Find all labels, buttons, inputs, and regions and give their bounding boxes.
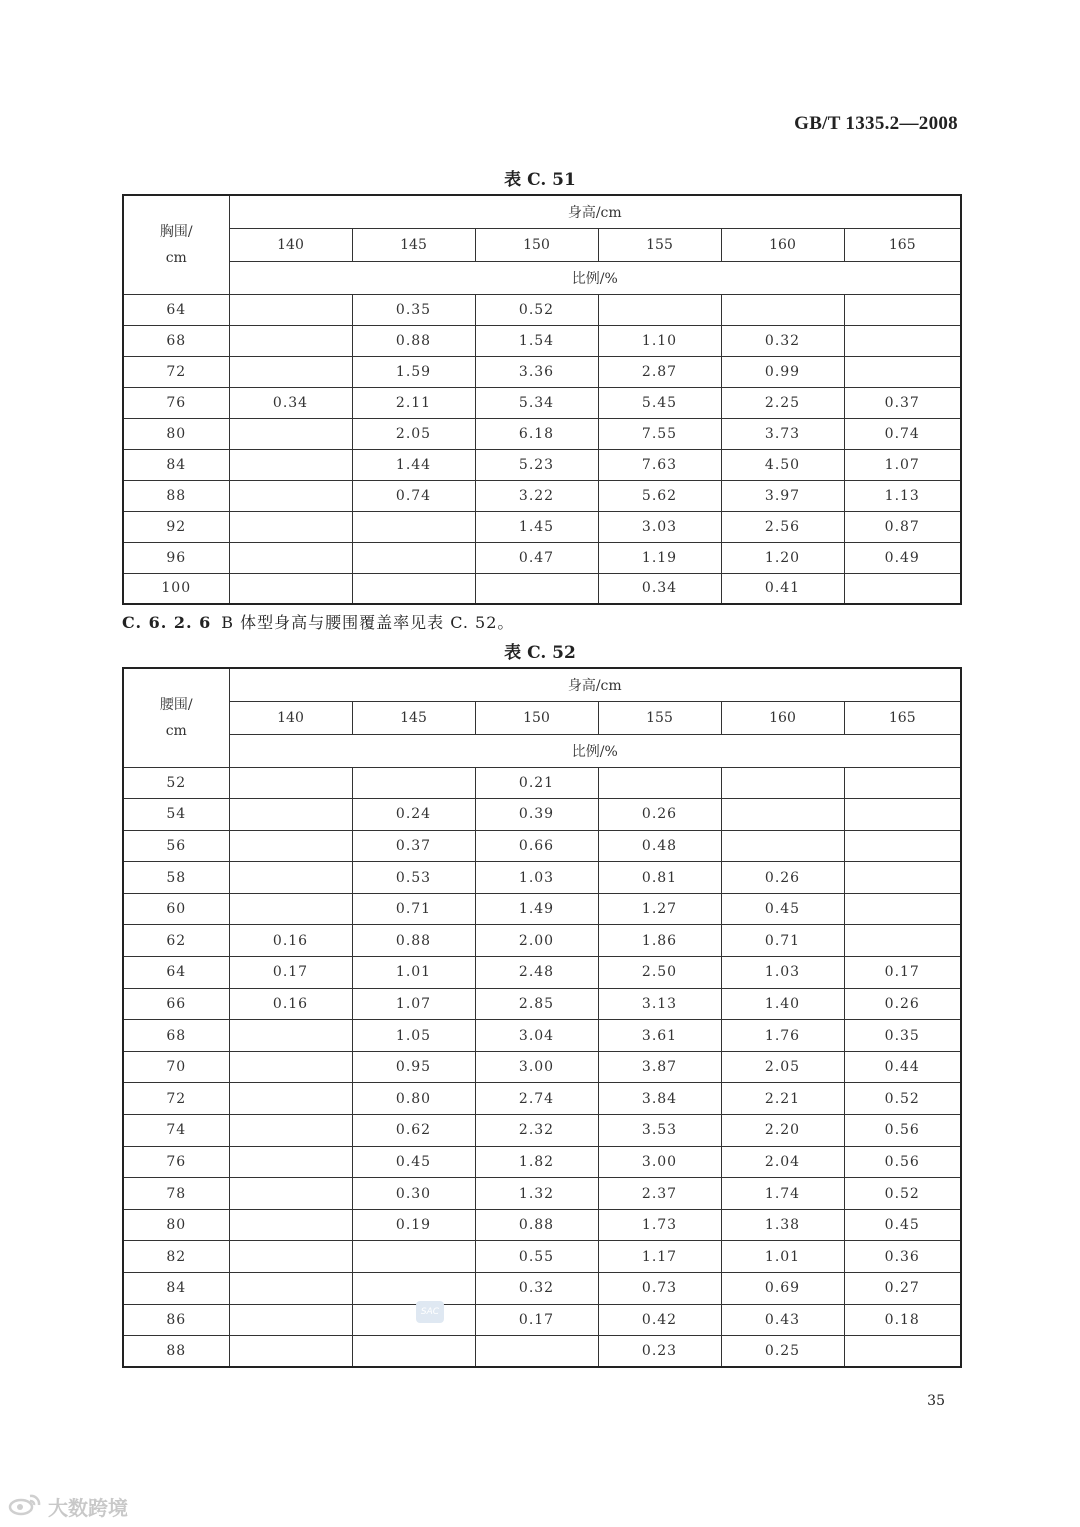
value-cell: 7.55	[598, 418, 721, 449]
value-cell	[721, 294, 844, 325]
row-header-cell: 80	[123, 1209, 229, 1241]
table-row	[123, 767, 961, 799]
value-cell: 2.87	[598, 356, 721, 387]
chest-header-label: 胸围/	[159, 223, 193, 240]
value-cell	[721, 830, 844, 862]
row-header-cell: 84	[123, 1273, 229, 1305]
value-cell: 0.52	[475, 294, 598, 325]
table-row	[123, 1146, 961, 1178]
table-row	[123, 1051, 961, 1083]
table-row	[123, 294, 961, 325]
table-c52-caption: 表 C. 52	[504, 643, 576, 663]
value-cell: 2.74	[475, 1083, 598, 1115]
value-cell: 0.34	[598, 573, 721, 604]
value-cell: 2.32	[475, 1115, 598, 1147]
value-cell: 2.25	[721, 387, 844, 418]
value-cell: 0.16	[229, 988, 352, 1020]
row-header-cell: 92	[123, 511, 229, 542]
ratio-header: 比例/%	[229, 734, 961, 767]
value-cell: 1.76	[721, 1020, 844, 1052]
table-c51	[122, 194, 962, 605]
clause-c6-2-6	[122, 610, 514, 633]
value-cell	[229, 1241, 352, 1273]
sac-stamp-logo: SAC	[416, 1301, 444, 1323]
value-cell: 2.21	[721, 1083, 844, 1115]
value-cell	[229, 1336, 352, 1368]
value-cell: 0.81	[598, 862, 721, 894]
value-cell: 0.39	[475, 799, 598, 831]
value-cell: 4.50	[721, 449, 844, 480]
table-row	[123, 480, 961, 511]
value-cell: 1.27	[598, 893, 721, 925]
value-cell: 0.26	[598, 799, 721, 831]
value-cell: 1.07	[352, 988, 475, 1020]
value-cell: 7.63	[598, 449, 721, 480]
value-cell	[844, 893, 961, 925]
row-header-cell: 72	[123, 1083, 229, 1115]
value-cell: 0.48	[598, 830, 721, 862]
value-cell: 0.69	[721, 1273, 844, 1305]
value-cell	[229, 294, 352, 325]
row-header-cell: 70	[123, 1051, 229, 1083]
value-cell: 0.19	[352, 1209, 475, 1241]
value-cell: 1.32	[475, 1178, 598, 1210]
value-cell: 0.71	[352, 893, 475, 925]
value-cell: 0.17	[475, 1304, 598, 1336]
row-header-cell: 68	[123, 1020, 229, 1052]
row-header-cell: 58	[123, 862, 229, 894]
value-cell: 0.52	[844, 1178, 961, 1210]
value-cell: 1.49	[475, 893, 598, 925]
table-row	[123, 1020, 961, 1052]
table-row	[123, 1336, 961, 1368]
value-cell: 0.55	[475, 1241, 598, 1273]
value-cell: 1.03	[721, 957, 844, 989]
value-cell: 0.36	[844, 1241, 961, 1273]
waist-header-label: 腰围/	[159, 696, 193, 713]
row-header-cell: 100	[123, 573, 229, 604]
clause-text: B 体型身高与腰围覆盖率见表 C. 52。	[221, 613, 515, 632]
value-cell: 3.03	[598, 511, 721, 542]
value-cell	[229, 356, 352, 387]
clause-number: C. 6. 2. 6	[122, 613, 212, 632]
value-cell: 0.32	[475, 1273, 598, 1305]
row-header-cell: 64	[123, 294, 229, 325]
value-cell	[352, 511, 475, 542]
value-cell: 2.04	[721, 1146, 844, 1178]
value-cell: 2.85	[475, 988, 598, 1020]
value-cell: 0.35	[844, 1020, 961, 1052]
value-cell: 0.80	[352, 1083, 475, 1115]
row-header-cell: 66	[123, 988, 229, 1020]
value-cell	[229, 325, 352, 356]
value-cell: 3.61	[598, 1020, 721, 1052]
value-cell	[229, 862, 352, 894]
value-cell	[229, 767, 352, 799]
value-cell: 0.53	[352, 862, 475, 894]
value-cell: 0.62	[352, 1115, 475, 1147]
height-col-header: 150	[475, 228, 598, 261]
value-cell: 0.88	[352, 325, 475, 356]
waist-header-cell	[123, 668, 229, 767]
ratio-header: 比例/%	[229, 261, 961, 294]
height-col-header: 145	[352, 701, 475, 734]
value-cell	[844, 830, 961, 862]
value-cell: 2.00	[475, 925, 598, 957]
row-header-cell: 76	[123, 387, 229, 418]
value-cell: 1.54	[475, 325, 598, 356]
value-cell: 2.20	[721, 1115, 844, 1147]
value-cell	[844, 925, 961, 957]
value-cell: 1.45	[475, 511, 598, 542]
value-cell: 1.17	[598, 1241, 721, 1273]
value-cell: 1.59	[352, 356, 475, 387]
value-cell: 1.01	[352, 957, 475, 989]
value-cell	[229, 1146, 352, 1178]
value-cell	[721, 767, 844, 799]
value-cell: 0.49	[844, 542, 961, 573]
value-cell: 3.13	[598, 988, 721, 1020]
value-cell: 0.42	[598, 1304, 721, 1336]
value-cell	[844, 1336, 961, 1368]
row-header-cell: 74	[123, 1115, 229, 1147]
value-cell: 0.26	[844, 988, 961, 1020]
waist-header-unit: cm	[165, 722, 187, 739]
table-row	[123, 1083, 961, 1115]
watermark	[8, 1492, 128, 1521]
value-cell	[844, 325, 961, 356]
value-cell	[229, 511, 352, 542]
chest-header-cell	[123, 195, 229, 294]
value-cell: 1.74	[721, 1178, 844, 1210]
value-cell: 0.23	[598, 1336, 721, 1368]
row-header-cell: 64	[123, 957, 229, 989]
height-col-header: 160	[721, 701, 844, 734]
value-cell: 1.40	[721, 988, 844, 1020]
value-cell: 1.01	[721, 1241, 844, 1273]
value-cell: 2.05	[352, 418, 475, 449]
value-cell: 1.07	[844, 449, 961, 480]
value-cell	[352, 1304, 475, 1336]
value-cell	[721, 799, 844, 831]
value-cell: 0.44	[844, 1051, 961, 1083]
value-cell: 0.43	[721, 1304, 844, 1336]
table-row	[123, 1209, 961, 1241]
value-cell: 3.00	[598, 1146, 721, 1178]
value-cell: 0.88	[475, 1209, 598, 1241]
value-cell: 2.56	[721, 511, 844, 542]
value-cell	[844, 573, 961, 604]
table-row	[123, 356, 961, 387]
value-cell	[844, 356, 961, 387]
value-cell: 2.37	[598, 1178, 721, 1210]
value-cell: 0.71	[721, 925, 844, 957]
value-cell: 0.26	[721, 862, 844, 894]
value-cell: 2.11	[352, 387, 475, 418]
value-cell: 5.62	[598, 480, 721, 511]
value-cell: 3.87	[598, 1051, 721, 1083]
value-cell	[229, 1115, 352, 1147]
table-row	[123, 1241, 961, 1273]
value-cell: 3.36	[475, 356, 598, 387]
value-cell	[844, 294, 961, 325]
value-cell	[598, 767, 721, 799]
row-header-cell: 84	[123, 449, 229, 480]
value-cell	[229, 1304, 352, 1336]
value-cell: 3.97	[721, 480, 844, 511]
value-cell	[229, 542, 352, 573]
value-cell: 1.73	[598, 1209, 721, 1241]
table-row	[123, 542, 961, 573]
value-cell: 3.04	[475, 1020, 598, 1052]
value-cell: 0.24	[352, 799, 475, 831]
value-cell: 0.21	[475, 767, 598, 799]
value-cell: 2.05	[721, 1051, 844, 1083]
value-cell	[475, 1336, 598, 1368]
row-header-cell: 86	[123, 1304, 229, 1336]
height-col-header: 140	[229, 228, 352, 261]
value-cell	[229, 1273, 352, 1305]
value-cell	[229, 449, 352, 480]
value-cell: 0.25	[721, 1336, 844, 1368]
value-cell	[229, 799, 352, 831]
table-row	[123, 418, 961, 449]
value-cell: 0.18	[844, 1304, 961, 1336]
value-cell	[229, 418, 352, 449]
value-cell	[475, 573, 598, 604]
value-cell	[229, 480, 352, 511]
value-cell: 1.10	[598, 325, 721, 356]
value-cell: 1.19	[598, 542, 721, 573]
table-row	[123, 1304, 961, 1336]
row-header-cell: 72	[123, 356, 229, 387]
value-cell: 1.82	[475, 1146, 598, 1178]
value-cell	[229, 830, 352, 862]
height-col-header: 140	[229, 701, 352, 734]
value-cell: 0.32	[721, 325, 844, 356]
standard-number: GB/T 1335.2—2008	[794, 113, 958, 134]
row-header-cell: 80	[123, 418, 229, 449]
table-row	[123, 925, 961, 957]
value-cell: 0.45	[844, 1209, 961, 1241]
table-row	[123, 1115, 961, 1147]
value-cell	[352, 1336, 475, 1368]
table-row	[123, 893, 961, 925]
value-cell: 1.44	[352, 449, 475, 480]
value-cell: 0.30	[352, 1178, 475, 1210]
value-cell: 0.99	[721, 356, 844, 387]
chest-header-unit: cm	[165, 249, 187, 266]
value-cell	[844, 862, 961, 894]
value-cell	[229, 1083, 352, 1115]
value-cell	[229, 573, 352, 604]
table-row	[123, 830, 961, 862]
table-row	[123, 1273, 961, 1305]
value-cell	[229, 1209, 352, 1241]
value-cell: 0.66	[475, 830, 598, 862]
height-col-header: 165	[844, 228, 961, 261]
table-row	[123, 862, 961, 894]
value-cell: 1.13	[844, 480, 961, 511]
height-col-header: 145	[352, 228, 475, 261]
row-header-cell: 78	[123, 1178, 229, 1210]
value-cell: 0.88	[352, 925, 475, 957]
table-c52	[122, 667, 962, 1368]
table-row	[123, 325, 961, 356]
value-cell: 0.74	[352, 480, 475, 511]
height-col-header: 150	[475, 701, 598, 734]
value-cell: 0.56	[844, 1146, 961, 1178]
value-cell: 0.95	[352, 1051, 475, 1083]
value-cell: 3.22	[475, 480, 598, 511]
row-header-cell: 52	[123, 767, 229, 799]
value-cell: 3.73	[721, 418, 844, 449]
value-cell: 0.87	[844, 511, 961, 542]
value-cell	[229, 1051, 352, 1083]
row-header-cell: 96	[123, 542, 229, 573]
value-cell: 1.20	[721, 542, 844, 573]
height-header: 身高/cm	[229, 195, 961, 228]
height-col-header: 155	[598, 701, 721, 734]
table-row	[123, 449, 961, 480]
value-cell	[844, 767, 961, 799]
value-cell: 0.17	[844, 957, 961, 989]
value-cell	[352, 542, 475, 573]
value-cell: 5.23	[475, 449, 598, 480]
watermark-text: 大数跨境	[48, 1496, 128, 1520]
value-cell	[229, 1020, 352, 1052]
table-row	[123, 573, 961, 604]
table-c51-caption: 表 C. 51	[504, 170, 576, 190]
table-row	[123, 387, 961, 418]
value-cell	[598, 294, 721, 325]
row-header-cell: 82	[123, 1241, 229, 1273]
height-col-header: 160	[721, 228, 844, 261]
value-cell: 5.34	[475, 387, 598, 418]
value-cell: 1.03	[475, 862, 598, 894]
value-cell: 0.45	[721, 893, 844, 925]
value-cell: 3.84	[598, 1083, 721, 1115]
value-cell: 1.05	[352, 1020, 475, 1052]
page-number: 35	[927, 1393, 945, 1409]
value-cell: 0.73	[598, 1273, 721, 1305]
value-cell: 0.34	[229, 387, 352, 418]
row-header-cell: 68	[123, 325, 229, 356]
row-header-cell: 54	[123, 799, 229, 831]
value-cell: 2.48	[475, 957, 598, 989]
table-row	[123, 799, 961, 831]
weibo-logo-icon	[8, 1492, 42, 1521]
row-header-cell: 62	[123, 925, 229, 957]
value-cell	[844, 799, 961, 831]
table-row	[123, 988, 961, 1020]
value-cell: 0.74	[844, 418, 961, 449]
value-cell	[352, 1241, 475, 1273]
value-cell: 6.18	[475, 418, 598, 449]
value-cell: 0.52	[844, 1083, 961, 1115]
row-header-cell: 88	[123, 480, 229, 511]
row-header-cell: 76	[123, 1146, 229, 1178]
table-row	[123, 511, 961, 542]
table-row	[123, 1178, 961, 1210]
value-cell: 3.53	[598, 1115, 721, 1147]
row-header-cell: 60	[123, 893, 229, 925]
height-col-header: 155	[598, 228, 721, 261]
value-cell	[229, 893, 352, 925]
row-header-cell: 56	[123, 830, 229, 862]
value-cell: 0.47	[475, 542, 598, 573]
value-cell: 1.38	[721, 1209, 844, 1241]
value-cell: 0.37	[844, 387, 961, 418]
height-header: 身高/cm	[229, 668, 961, 701]
value-cell: 3.00	[475, 1051, 598, 1083]
value-cell: 0.27	[844, 1273, 961, 1305]
value-cell: 0.45	[352, 1146, 475, 1178]
value-cell	[352, 1273, 475, 1305]
value-cell	[229, 1178, 352, 1210]
value-cell: 2.50	[598, 957, 721, 989]
value-cell	[352, 767, 475, 799]
value-cell: 0.37	[352, 830, 475, 862]
table-row	[123, 957, 961, 989]
value-cell: 1.86	[598, 925, 721, 957]
height-col-header: 165	[844, 701, 961, 734]
row-header-cell: 88	[123, 1336, 229, 1368]
value-cell: 0.41	[721, 573, 844, 604]
value-cell: 0.16	[229, 925, 352, 957]
value-cell: 0.17	[229, 957, 352, 989]
value-cell: 0.35	[352, 294, 475, 325]
value-cell: 5.45	[598, 387, 721, 418]
value-cell: 0.56	[844, 1115, 961, 1147]
value-cell	[352, 573, 475, 604]
